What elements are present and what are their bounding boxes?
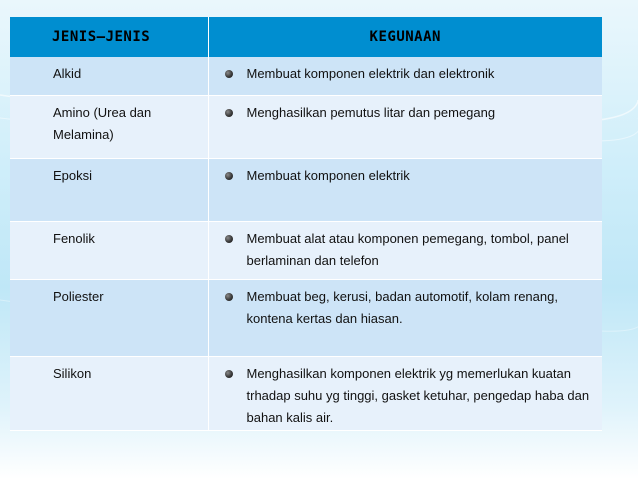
kegunaan-text: Membuat alat atau komponen pemegang, tombol, panel berlaminan dan telefon — [246, 230, 569, 268]
bullet-item — [225, 63, 595, 85]
kegunaan-cell — [208, 95, 602, 158]
bullet-icon — [225, 370, 233, 378]
table-row — [10, 57, 602, 95]
table-row — [10, 221, 602, 279]
header-jenis: JENIS–JENIS — [10, 17, 208, 57]
kegunaan-cell — [208, 57, 602, 95]
jenis-cell: Poliester — [10, 279, 208, 356]
jenis-cell: Epoksi — [10, 158, 208, 221]
header-kegunaan: KEGUNAAN — [208, 17, 602, 57]
bullet-icon — [225, 235, 233, 243]
table-row — [10, 158, 602, 221]
kegunaan-text: Membuat komponen elektrik dan elektronik — [246, 66, 495, 81]
kegunaan-cell — [208, 158, 602, 221]
bullet-icon — [225, 293, 233, 301]
resin-types-table-container — [10, 17, 602, 431]
resin-types-table — [10, 17, 602, 431]
bullet-icon — [225, 172, 233, 180]
bullet-item — [225, 363, 595, 429]
kegunaan-text: Menghasilkan komponen elektrik yg memerlukan kuatan trhadap suhu yg tinggi, gasket ketuhar, pengedap haba dan bahan kalis air. — [246, 365, 590, 425]
jenis-cell: Silikon — [10, 356, 208, 430]
kegunaan-cell — [208, 356, 602, 430]
bullet-icon — [225, 70, 233, 78]
table-row — [10, 95, 602, 158]
kegunaan-cell — [208, 221, 602, 279]
bullet-item — [225, 228, 595, 272]
jenis-cell: Fenolik — [10, 221, 208, 279]
table-header-row — [10, 17, 602, 57]
bullet-icon — [225, 109, 233, 117]
kegunaan-text: Membuat beg, kerusi, badan automotif, kolam renang, kontena kertas dan hiasan. — [246, 288, 558, 326]
table-row — [10, 356, 602, 430]
kegunaan-text: Menghasilkan pemutus litar dan pemegang — [246, 104, 496, 120]
jenis-cell: Alkid — [10, 57, 208, 95]
bullet-item — [225, 286, 595, 330]
kegunaan-cell — [208, 279, 602, 356]
bullet-item — [225, 165, 595, 187]
table-row — [10, 279, 602, 356]
bullet-item — [225, 102, 595, 124]
kegunaan-text: Membuat komponen elektrik — [246, 167, 410, 183]
jenis-cell: Amino (Urea dan Melamina) — [10, 95, 208, 158]
